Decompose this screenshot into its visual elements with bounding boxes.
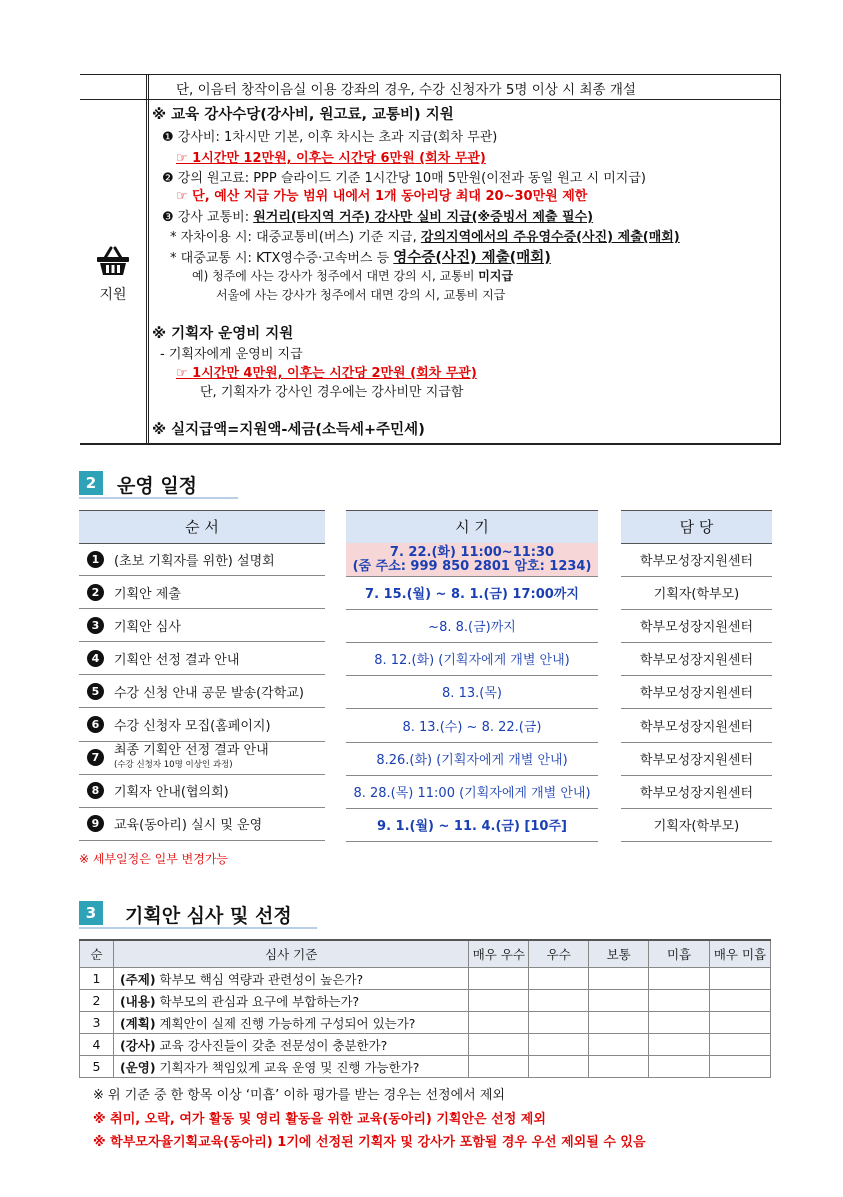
step-number-badge: 6 [87,716,104,733]
step-number-badge: 8 [87,782,104,799]
step-number-badge: 2 [87,584,104,601]
schedule-step-7: 7 최종 기획안 선정 결과 안내 (수강 신청자 10명 이상인 과정) [79,742,325,775]
rating-cell[interactable] [649,990,710,1012]
schedule-header-who: 담 당 [621,510,772,544]
rating-cell[interactable] [469,1034,529,1056]
schedule-when-7: 8.26.(화) (기획자에게 개별 안내) [346,742,598,776]
schedule-when-5: 8. 13.(목) [346,675,598,709]
criteria-header-standard: 심사 기준 [113,940,468,968]
rating-cell[interactable] [589,1034,649,1056]
rating-cell[interactable] [649,1012,710,1034]
schedule-note: ※ 세부일정은 일부 변경가능 [79,852,229,866]
criteria-header-no: 순 [80,940,114,968]
step-number-badge: 3 [87,617,104,634]
criteria-row: 4 (강사) 교육 강사진들이 갖춘 전문성이 충분한가? [80,1034,771,1056]
rating-cell[interactable] [469,1056,529,1078]
rating-cell[interactable] [710,1012,771,1034]
criteria-header-very-poor: 매우 미흡 [710,940,771,968]
support-heading-fee: ※ 교육 강사수당(강사비, 원고료, 교통비) 지원 [152,107,454,123]
support-label: 지원 [99,287,127,303]
rating-cell[interactable] [589,990,649,1012]
schedule-when-4: 8. 12.(화) (기획자에게 개별 안내) [346,642,598,676]
criteria-row: 1 (주제) 학부모 핵심 역량과 관련성이 높은가? [80,968,771,990]
step-number-badge: 1 [87,551,104,568]
rating-cell[interactable] [469,990,529,1012]
support-example-1: 예) 청주에 사는 강사가 청주에서 대면 강의 시, 교통비 미지급 [192,269,514,283]
schedule-who-5: 학부모성장지원센터 [621,675,772,709]
schedule-step-1: 1 (초보 기획자를 위한) 설명회 [79,543,325,576]
schedule-step-3: 3 기획안 심사 [79,609,325,642]
schedule-who-8: 학부모성장지원센터 [621,775,772,809]
support-line-transport: ❸ 강사 교통비: 원거리(타지역 거주) 강사만 실비 지급(※증빙서 제출 필수) [162,210,594,225]
schedule-header-step: 순 서 [79,510,325,544]
step-number-badge: 4 [87,650,104,667]
section-3-title: 기획안 심사 및 선정 [125,905,292,927]
support-line-manuscript-limit: ☞ 단, 예산 지급 가능 범위 내에서 1개 동아리당 최대 20~30만원 제한 [176,189,588,204]
schedule-who-1: 학부모성장지원센터 [621,543,772,577]
schedule-when-8: 8. 28.(목) 11:00 (기획자에게 개별 안내) [346,775,598,809]
selection-note-3: ※ 학부모자율기획교육(동아리) 1기에 선정된 기획자 및 강사가 포함될 경우 우선 제외될 수 있음 [93,1135,646,1150]
rating-cell[interactable] [710,1034,771,1056]
schedule-when-3: ~8. 8.(금)까지 [346,609,598,643]
schedule-when-9: 9. 1.(월) ~ 11. 4.(금) [10주] [346,808,598,842]
support-line-lecture-fee-detail: ☞ 1시간만 12만원, 이후는 시간당 6만원 (회차 무관) [176,151,486,166]
criteria-row: 3 (계획) 계획안이 실제 진행 가능하게 구성되어 있는가? [80,1012,771,1034]
criteria-header-excellent: 매우 우수 [469,940,529,968]
rating-cell[interactable] [469,1012,529,1034]
schedule-who-4: 학부모성장지원센터 [621,642,772,676]
rating-cell[interactable] [529,1056,589,1078]
criteria-header-average: 보통 [589,940,649,968]
schedule-who-2: 기획자(학부모) [621,576,772,610]
support-line-car: * 자차이용 시: 대중교통비(버스) 기준 지급, 강의지역에서의 주유영수증(사진) 제출(매회) [170,230,680,245]
support-line-planner: - 기획자에게 운영비 지급 [160,347,303,362]
schedule-step-2: 2 기획안 제출 [79,576,325,609]
schedule-who-9: 기획자(학부모) [621,808,772,842]
support-line-planner-note: 단, 기획자가 강사인 경우에는 강사비만 지급함 [200,385,464,400]
criteria-row: 2 (내용) 학부모의 관심과 요구에 부합하는가? [80,990,771,1012]
rating-cell[interactable] [529,968,589,990]
criteria-header-poor: 미흡 [649,940,710,968]
rating-cell[interactable] [710,990,771,1012]
schedule-when-2: 7. 15.(월) ~ 8. 1.(금) 17:00까지 [346,576,598,610]
step-number-badge: 9 [87,815,104,832]
schedule-when-1: 7. 22.(화) 11:00~11:30 (줌 주소: 999 850 2801 암호: 1234) [346,543,598,577]
selection-note-1: ※ 위 기준 중 한 항목 이상 ‘미흡’ 이하 평가를 받는 경우는 선정에서 제외 [93,1088,505,1103]
step-number-badge: 5 [87,683,104,700]
schedule-step-5: 5 수강 신청 안내 공문 발송(각학교) [79,675,325,708]
support-line-planner-detail: ☞ 1시간만 4만원, 이후는 시간당 2만원 (회차 무관) [176,366,477,381]
basket-icon [96,246,130,276]
schedule-step-4: 4 기획안 선정 결과 안내 [79,642,325,675]
step-number-badge: 7 [87,749,104,766]
schedule-who-7: 학부모성장지원센터 [621,742,772,776]
schedule-step-6: 6 수강 신청자 모집(홈페이지) [79,709,325,742]
support-heading-net: ※ 실지급액=지원액-세금(소득세+주민세) [152,422,425,438]
rating-cell[interactable] [649,1056,710,1078]
rating-cell[interactable] [589,968,649,990]
criteria-table [79,939,771,1078]
schedule-when-6: 8. 13.(수) ~ 8. 22.(금) [346,709,598,743]
section-2-number: 2 [79,471,103,495]
section-2-title: 운영 일정 [117,475,198,497]
rating-cell[interactable] [469,968,529,990]
support-line-lecture-fee: ❶ 강사비: 1차시만 기본, 이후 차시는 초과 지급(회차 무관) [162,130,498,145]
criteria-header-good: 우수 [529,940,589,968]
rating-cell[interactable] [649,1034,710,1056]
support-line-manuscript: ❷ 강의 원고료: PPP 슬라이드 기준 1시간당 10매 5만원(이전과 동일 원고 시 미지급) [162,171,646,186]
rating-cell[interactable] [649,968,710,990]
schedule-header-when: 시 기 [346,510,598,544]
schedule-step-8: 8 기획자 안내(협의회) [79,775,325,808]
rating-cell[interactable] [710,968,771,990]
section-3-number: 3 [79,901,103,925]
rating-cell[interactable] [529,1034,589,1056]
rating-cell[interactable] [710,1056,771,1078]
selection-note-2: ※ 취미, 오락, 여가 활동 및 영리 활동을 위한 교육(동아리) 기획안은 선정 제외 [93,1112,546,1127]
support-line-public: * 대중교통 시: KTX영수증·고속버스 등 영수증(사진) 제출(매회) [170,250,551,266]
rating-cell[interactable] [529,1012,589,1034]
criteria-row: 5 (운영) 기획자가 책임있게 교육 운영 및 진행 가능한가? [80,1056,771,1078]
support-heading-planner: ※ 기획자 운영비 지원 [152,326,294,342]
schedule-who-3: 학부모성장지원센터 [621,609,772,643]
rating-cell[interactable] [589,1056,649,1078]
support-example-2: 서울에 사는 강사가 청주에서 대면 강의 시, 교통비 지급 [216,288,506,302]
support-label-cell [80,100,146,443]
rating-cell[interactable] [589,1012,649,1034]
schedule-who-6: 학부모성장지원센터 [621,709,772,743]
support-top-row: 단, 이음터 창작이음실 이용 강좌의 경우, 수강 신청자가 5명 이상 시 최종 개설 [80,75,781,100]
rating-cell[interactable] [529,990,589,1012]
schedule-step-9: 9 교육(동아리) 실시 및 운영 [79,808,325,841]
